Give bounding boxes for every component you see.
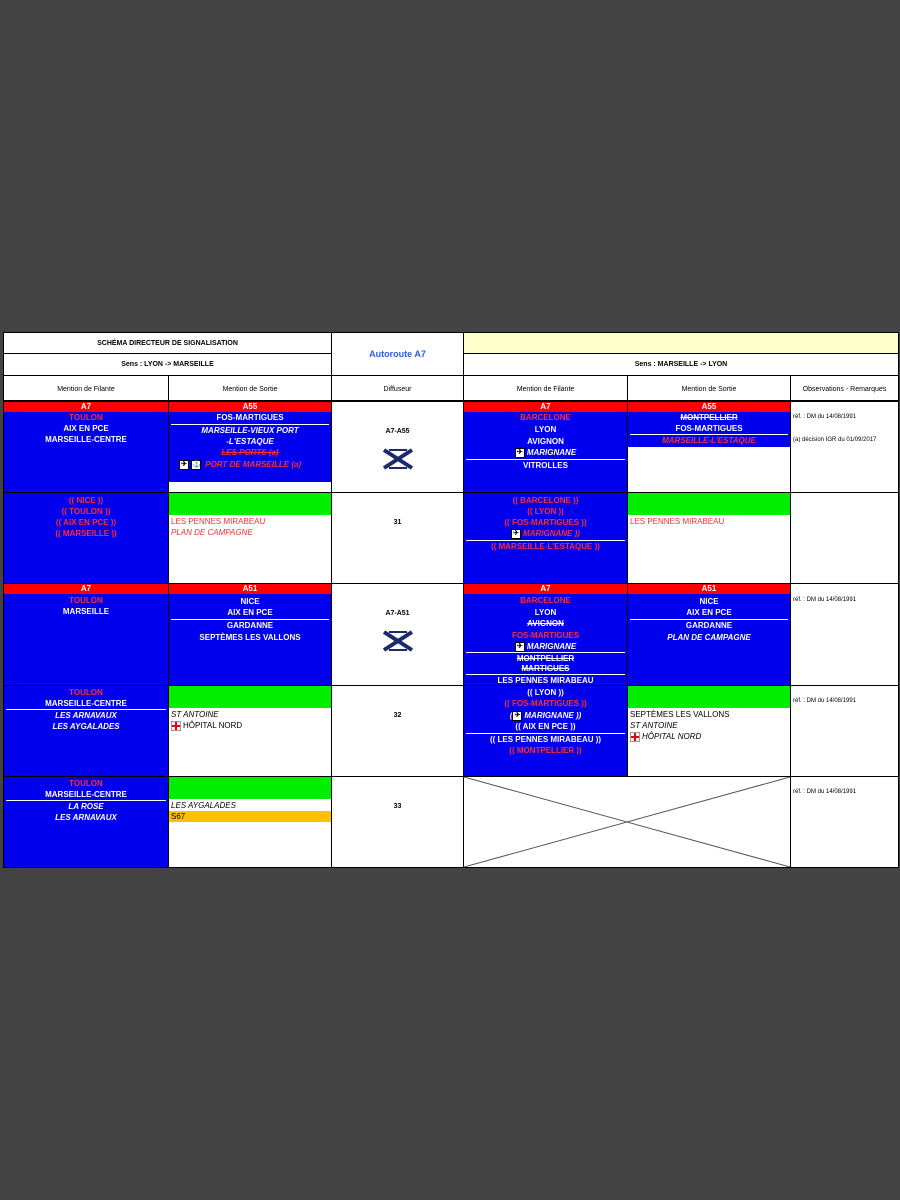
observation: réf. : DM du 14/08/1991: [793, 414, 857, 420]
motorway-bar: A7: [464, 584, 627, 594]
destination: MARSEILLE-VIEUX PORT: [201, 426, 299, 435]
diffuseur-label: 32: [393, 712, 402, 719]
destination: MARSEILLE-CENTRE: [45, 435, 127, 444]
destination: LA ROSE: [68, 802, 104, 811]
row5-diffuseur: [331, 776, 464, 868]
destination-text: PORT DE MARSEILLE (a): [205, 460, 302, 469]
row1-left-filante: [3, 401, 169, 493]
signage-sheet: [3, 332, 899, 868]
observation: réf. : DM du 14/08/1991: [793, 698, 857, 704]
not-applicable-cross: [464, 777, 790, 867]
motorway-bar: A7: [464, 402, 627, 412]
destination-text: MARIGNANE )): [524, 711, 582, 720]
sortie-panel: [169, 594, 331, 686]
destination: LES ARNAVAUX: [55, 813, 117, 822]
col-header-label: Mention de Sortie: [222, 386, 278, 393]
destination: (( AIX EN PCE )): [55, 518, 117, 527]
sens-right: Sens : MARSEILLE -> LYON: [634, 361, 728, 368]
destination: [169, 447, 331, 458]
col-header-label: Mention de Filante: [516, 386, 575, 393]
destination: LYON: [534, 608, 557, 617]
destination: MARTIGUES: [521, 664, 570, 673]
destination: LES AYGALADES: [52, 722, 120, 731]
destination: FOS-MARTIGUES: [216, 413, 284, 422]
destination-text: HÔPITAL NORD: [183, 721, 243, 730]
row5-left-filante: [3, 776, 169, 868]
road-name: Autoroute A7: [369, 349, 426, 359]
destination: MARSEILLE-L'ESTAQUE: [662, 436, 756, 445]
destination: (( MARSEILLE )): [55, 529, 117, 538]
col-header-label: Diffuseur: [383, 386, 412, 393]
destination: [464, 528, 627, 539]
destination: AIX EN PCE: [227, 608, 273, 617]
sens-left-cell: [3, 353, 332, 376]
row4-right-sortie: [627, 685, 791, 777]
destination: (( AIX EN PCE )): [515, 722, 576, 731]
row1-right-filante: [463, 401, 628, 493]
destination: TOULON: [69, 413, 103, 422]
route-number-bar: [169, 811, 331, 822]
destination: PLAN DE CAMPAGNE: [171, 528, 253, 537]
destination-text: MARIGNANE )): [523, 529, 580, 538]
destination: LES PENNES MIRABEAU: [630, 517, 725, 526]
destination: -L'ESTAQUE: [226, 437, 274, 446]
row2-left-filante: [3, 492, 169, 584]
destination: TOULON: [69, 779, 103, 788]
col-header-sortie-left: [168, 375, 332, 401]
destination: [464, 447, 627, 458]
row3-right-sortie: [627, 583, 791, 686]
destination-text: HÔPITAL NORD: [642, 732, 702, 741]
header-yellow-cell: [463, 332, 899, 354]
destination: BARCELONE: [520, 413, 571, 422]
destination: MONTPELLIER: [516, 654, 575, 663]
destination: PLAN DE CAMPAGNE: [667, 633, 751, 642]
airport-icon: ✈: [511, 529, 521, 539]
row1-left-sortie: [168, 401, 332, 493]
motorway-bar: A7: [4, 402, 168, 412]
destination: AIX EN PCE: [686, 608, 732, 617]
destination: (( LYON )): [527, 688, 564, 697]
diffuseur-label: A7-A51: [385, 610, 410, 617]
destination: LES ARNAVAUX: [55, 711, 117, 720]
route-number: S67: [171, 812, 186, 821]
destination: FOS-MARTIGUES: [675, 424, 743, 433]
destination: FOS-MARTIGUES: [511, 631, 580, 640]
destination-text: LES PORTS (a): [221, 448, 279, 457]
destination: AVIGNON: [527, 619, 564, 628]
row2-left-sortie: [168, 492, 332, 584]
row4-left-filante: [3, 685, 169, 777]
green-panel: [628, 686, 790, 708]
destination-text: MARIGNANE: [526, 642, 577, 651]
motorway-bar: A7: [4, 584, 168, 594]
destination: GARDANNE: [226, 621, 274, 630]
row4-left-sortie: [168, 685, 332, 777]
destination: AIX EN PCE: [63, 424, 109, 433]
motorway-bar: A55: [169, 402, 331, 412]
destination: (( TOULON )): [61, 507, 111, 516]
observation: réf. : DM du 14/08/1991: [793, 597, 857, 603]
row5-right-empty: [463, 776, 791, 868]
row3-right-filante: [463, 583, 628, 686]
destination: (( FOS-MARTIGUES )): [504, 699, 587, 708]
row5-left-sortie: [168, 776, 332, 868]
motorway-bar: A51: [169, 584, 331, 594]
destination: MARSEILLE: [62, 607, 110, 616]
destination: GARDANNE: [685, 621, 733, 630]
motorway-bar: A51: [628, 584, 790, 594]
row4-diffuseur: [331, 685, 464, 777]
destination: LES PENNES MIRABEAU: [497, 676, 594, 685]
destination: (( FOS-MARTIGUES )): [504, 518, 587, 527]
row1-right-sortie: [627, 401, 791, 493]
sheet-title-cell: [3, 332, 332, 354]
destination: [464, 641, 627, 652]
destination: NICE: [240, 597, 260, 606]
destination: (( BARCELONE )): [512, 496, 579, 505]
destination: ST ANTOINE: [630, 721, 678, 730]
destination: TOULON: [69, 596, 103, 605]
col-header-observations: [790, 375, 899, 401]
road-name-cell: [331, 332, 464, 376]
col-header-filante-left: [3, 375, 169, 401]
destination: MARSEILLE-CENTRE: [45, 699, 127, 708]
destination: (( MARSEILLE-L'ESTAQUE )): [491, 542, 600, 551]
green-panel: [169, 686, 331, 708]
row3-diffuseur: [331, 583, 464, 686]
row4-observations: [790, 685, 899, 777]
sortie-panel: [628, 594, 790, 686]
destination: BARCELONE: [520, 596, 571, 605]
airport-icon: ✈: [515, 448, 525, 458]
col-header-filante-right: [463, 375, 628, 401]
row1-observations: [790, 401, 899, 493]
interchange-icon: [381, 448, 415, 470]
destination: (( LYON )): [527, 507, 564, 516]
row2-diffuseur: [331, 492, 464, 584]
col-header-diffuseur: [331, 375, 464, 401]
hospital-icon: [630, 732, 640, 742]
destination: SEPTÈMES LES VALLONS: [630, 710, 730, 719]
diffuseur-label: 33: [393, 803, 402, 810]
row3-left-filante: [3, 583, 169, 686]
destination: ( ✈ MARIGNANE )): [509, 711, 582, 720]
destination: VITROLLES: [523, 461, 568, 470]
port-icon: ⚓: [192, 460, 201, 468]
diffuseur-label: A7-A55: [385, 428, 410, 435]
row3-observations: [790, 583, 899, 686]
motorway-bar: A55: [628, 402, 790, 412]
col-header-label: Observations - Remarques: [802, 386, 887, 393]
destination: ST ANTOINE: [171, 710, 219, 719]
destination: LES PENNES MIRABEAU: [171, 517, 266, 526]
destination: LYON: [534, 425, 557, 434]
row4-right-filante: [463, 685, 628, 777]
sortie-panel: [169, 412, 331, 482]
col-header-sortie-right: [627, 375, 791, 401]
row5-observations: [790, 776, 899, 868]
airport-icon: ✈: [512, 711, 522, 721]
destination: (( MONTPELLIER )): [509, 746, 582, 755]
observation: réf. : DM du 14/08/1991: [793, 789, 857, 795]
airport-icon: ✈: [515, 642, 525, 652]
sortie-panel: [628, 412, 790, 447]
green-panel: [169, 777, 331, 799]
sens-right-cell: [463, 353, 899, 376]
destination-text: MARIGNANE: [526, 448, 577, 457]
row1-diffuseur: [331, 401, 464, 493]
destination: NICE: [699, 597, 719, 606]
destination: LES AYGALADES: [171, 801, 236, 810]
diffuseur-label: 31: [393, 519, 402, 526]
col-header-label: Mention de Filante: [57, 386, 115, 393]
sens-left: Sens : LYON -> MARSEILLE: [121, 361, 214, 368]
destination-hospital: [171, 720, 242, 731]
destination: (( LES PENNES MIRABEAU )): [489, 735, 602, 744]
destination: MONTPELLIER: [680, 413, 738, 422]
sheet-title: SCHÉMA DIRECTEUR DE SIGNALISATION: [97, 340, 238, 347]
destination: SEPTÈMES LES VALLONS: [199, 633, 301, 642]
col-header-label: Mention de Sortie: [681, 386, 737, 393]
observation: (a) décision IGR du 01/09/2017: [793, 437, 877, 443]
destination: AVIGNON: [527, 437, 564, 446]
interchange-icon: [381, 630, 415, 652]
green-panel: [169, 493, 331, 515]
destination-port: [179, 459, 331, 470]
row2-right-sortie: [627, 492, 791, 584]
row3-left-sortie: [168, 583, 332, 686]
airport-icon: ✈: [179, 460, 189, 470]
destination-hospital: [630, 731, 701, 742]
destination: TOULON: [69, 688, 103, 697]
destination: MARSEILLE-CENTRE: [45, 790, 127, 799]
green-panel: [628, 493, 790, 515]
hospital-icon: [171, 721, 181, 731]
row2-right-filante: [463, 492, 628, 584]
row2-observations: [790, 492, 899, 584]
destination: (( NICE )): [68, 496, 104, 505]
